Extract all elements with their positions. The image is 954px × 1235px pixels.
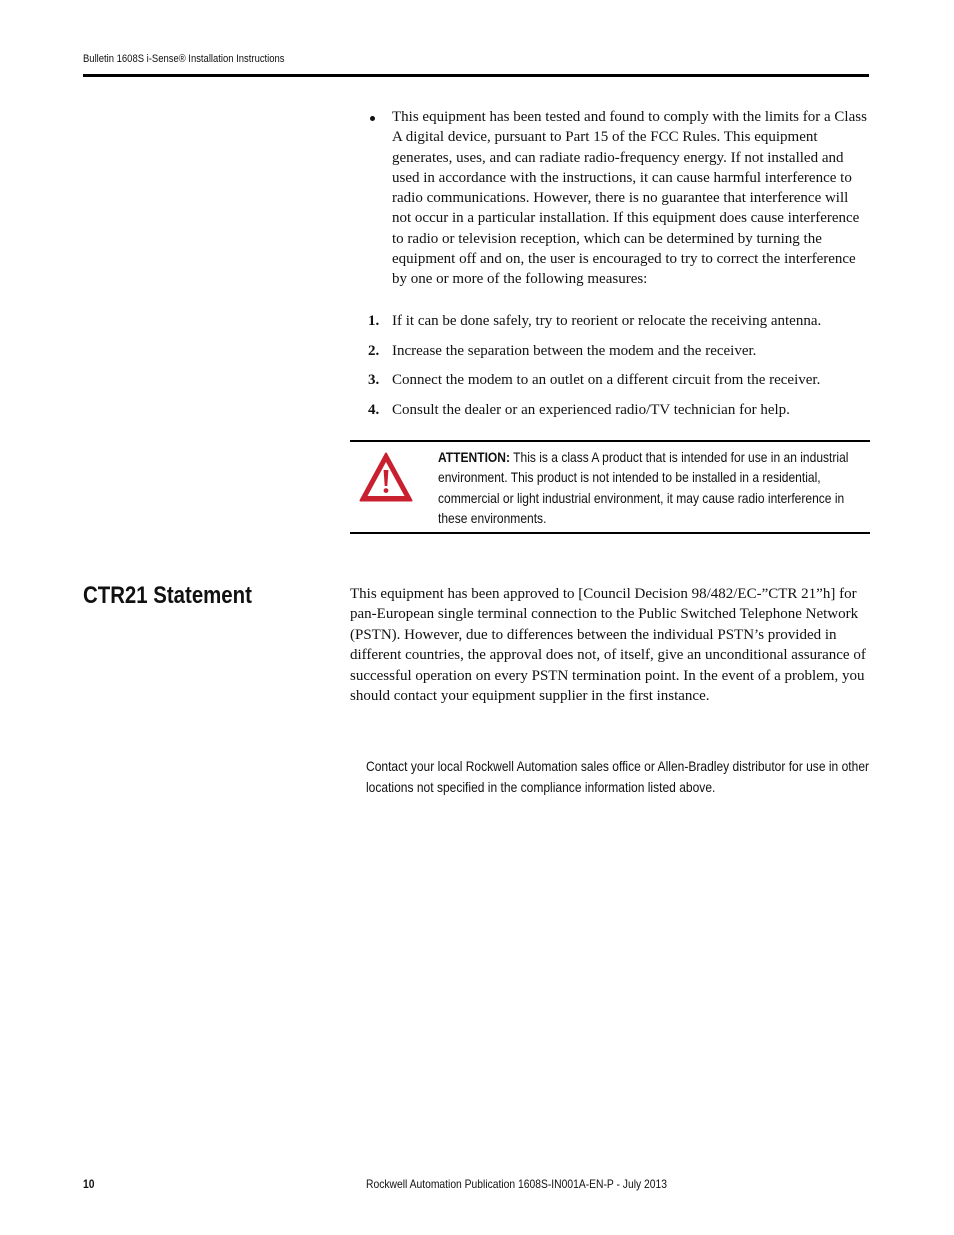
ctr21-paragraph: This equipment has been approved to [Council Decision 98/482/EC-”CTR 21”h] for pan-European single terminal connection to the Public Switched Telephone Network (PSTN). However, due to differences between the individual PSTN’s provided in different countries, the approval does not, of itself, give an unconditional assurance of successful operation on every PSTN termination point. In the event of a problem, you should contact your equipment supplier in the first instance.: [350, 586, 866, 705]
fcc-bullet-item: [350, 107, 870, 290]
list-item: [350, 370, 870, 400]
header-rule: [83, 74, 869, 77]
footer-publication: Rockwell Automation Publication 1608S-IN001A-EN-P - July 2013: [366, 1177, 667, 1191]
step-number: 3.: [368, 372, 380, 389]
list-item: [350, 311, 870, 341]
running-header: Bulletin 1608S i-Sense® Installation Instructions: [83, 53, 285, 65]
list-item: [350, 400, 870, 430]
fcc-bullet-text: This equipment has been tested and found to comply with the limits for a Class A digital device, pursuant to Part 15 of the FCC Rules. This equipment generates, uses, and can radiate radio-frequency energy. If not installed and used in accordance with the instructions, it can cause harmful interference to radio communications. However, there is no guarantee that interference will not occur in a particular installation. If this equipment does cause interference to radio or television reception, which can be determined by turning the equipment off and on, the user is encouraged to try to correct the interference by one or more of the following measures:: [392, 109, 867, 288]
step-number: 1.: [368, 313, 380, 329]
attention-text: [438, 447, 853, 528]
attention-label: ATTENTION:: [438, 449, 511, 465]
step-number: 2.: [368, 342, 380, 359]
fcc-measures-list: [350, 311, 870, 429]
page-number: 10: [83, 1177, 95, 1191]
list-item: [350, 341, 870, 371]
step-text: Connect the modem to an outlet on a different circuit from the receiver.: [392, 372, 821, 389]
attention-box: [350, 440, 870, 534]
section-heading: CTR21 Statement: [83, 582, 252, 609]
step-text: If it can be done safely, try to reorient or relocate the receiving antenna.: [392, 313, 822, 329]
step-text: Increase the separation between the modem and the receiver.: [392, 342, 757, 359]
bullet-icon: [370, 116, 375, 121]
contact-note: Contact your local Rockwell Automation sales office or Allen-Bradley distributor for use in other locations not specified in the compliance information listed above.: [366, 758, 870, 795]
attention-body: This is a class A product that is intended for use in an industrial environment. This product is not intended to be installed in a residential, commercial or light industrial environment, it may cause radio interference in these environments.: [438, 449, 849, 526]
step-text: Consult the dealer or an experienced radio/TV technician for help.: [392, 401, 790, 418]
warning-triangle-icon: [359, 452, 413, 502]
step-number: 4.: [368, 401, 380, 418]
